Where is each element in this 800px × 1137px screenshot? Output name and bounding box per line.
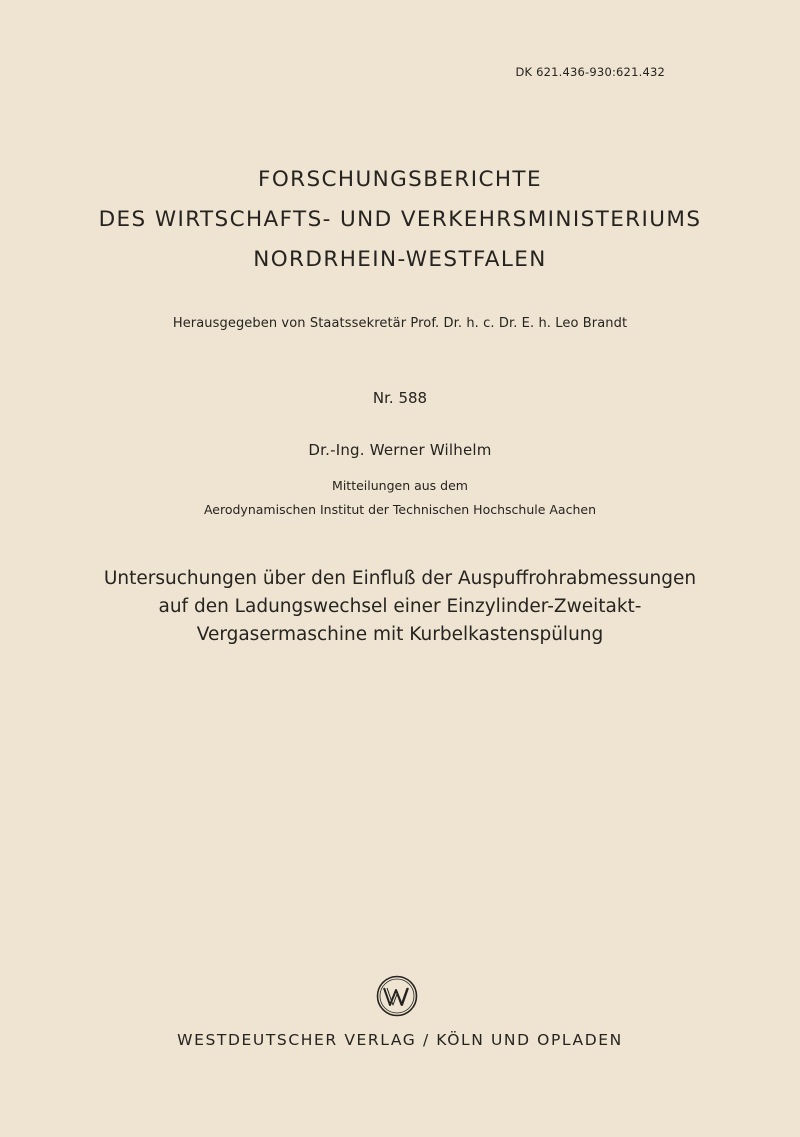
series-title-line-1: FORSCHUNGSBERICHTE (258, 167, 542, 192)
series-title (0, 160, 800, 280)
author-name: Dr.-Ing. Werner Wilhelm (308, 441, 492, 459)
affiliation (0, 474, 800, 522)
editor-line: Herausgegeben von Staatssekretär Prof. Dr. h. c. Dr. E. h. Leo Brandt (172, 316, 628, 331)
series-title-line-3: NORDRHEIN-WESTFALEN (253, 247, 547, 272)
report-title-line-3: Vergasermaschine mit Kurbelkastenspülung (196, 624, 604, 645)
affiliation-line-1: Mitteilungen aus dem (332, 478, 468, 493)
publisher-imprint: WESTDEUTSCHER VERLAG / KÖLN UND OPLADEN (177, 1031, 623, 1049)
report-title (20, 565, 780, 649)
publisher-w-logo-icon (376, 975, 418, 1017)
report-title-line-2: auf den Ladungswechsel einer Einzylinder-Zweitakt- (158, 596, 642, 617)
report-title-line-1: Untersuchungen über den Einfluß der Auspuffrohrabmessungen (103, 568, 697, 589)
series-title-line-2: DES WIRTSCHAFTS- UND VERKEHRSMINISTERIUMS (98, 207, 702, 232)
report-number: Nr. 588 (372, 389, 428, 407)
classification-number: DK 621.436-930:621.432 (515, 65, 665, 79)
affiliation-line-2: Aerodynamischen Institut der Technischen Hochschule Aachen (203, 502, 597, 517)
